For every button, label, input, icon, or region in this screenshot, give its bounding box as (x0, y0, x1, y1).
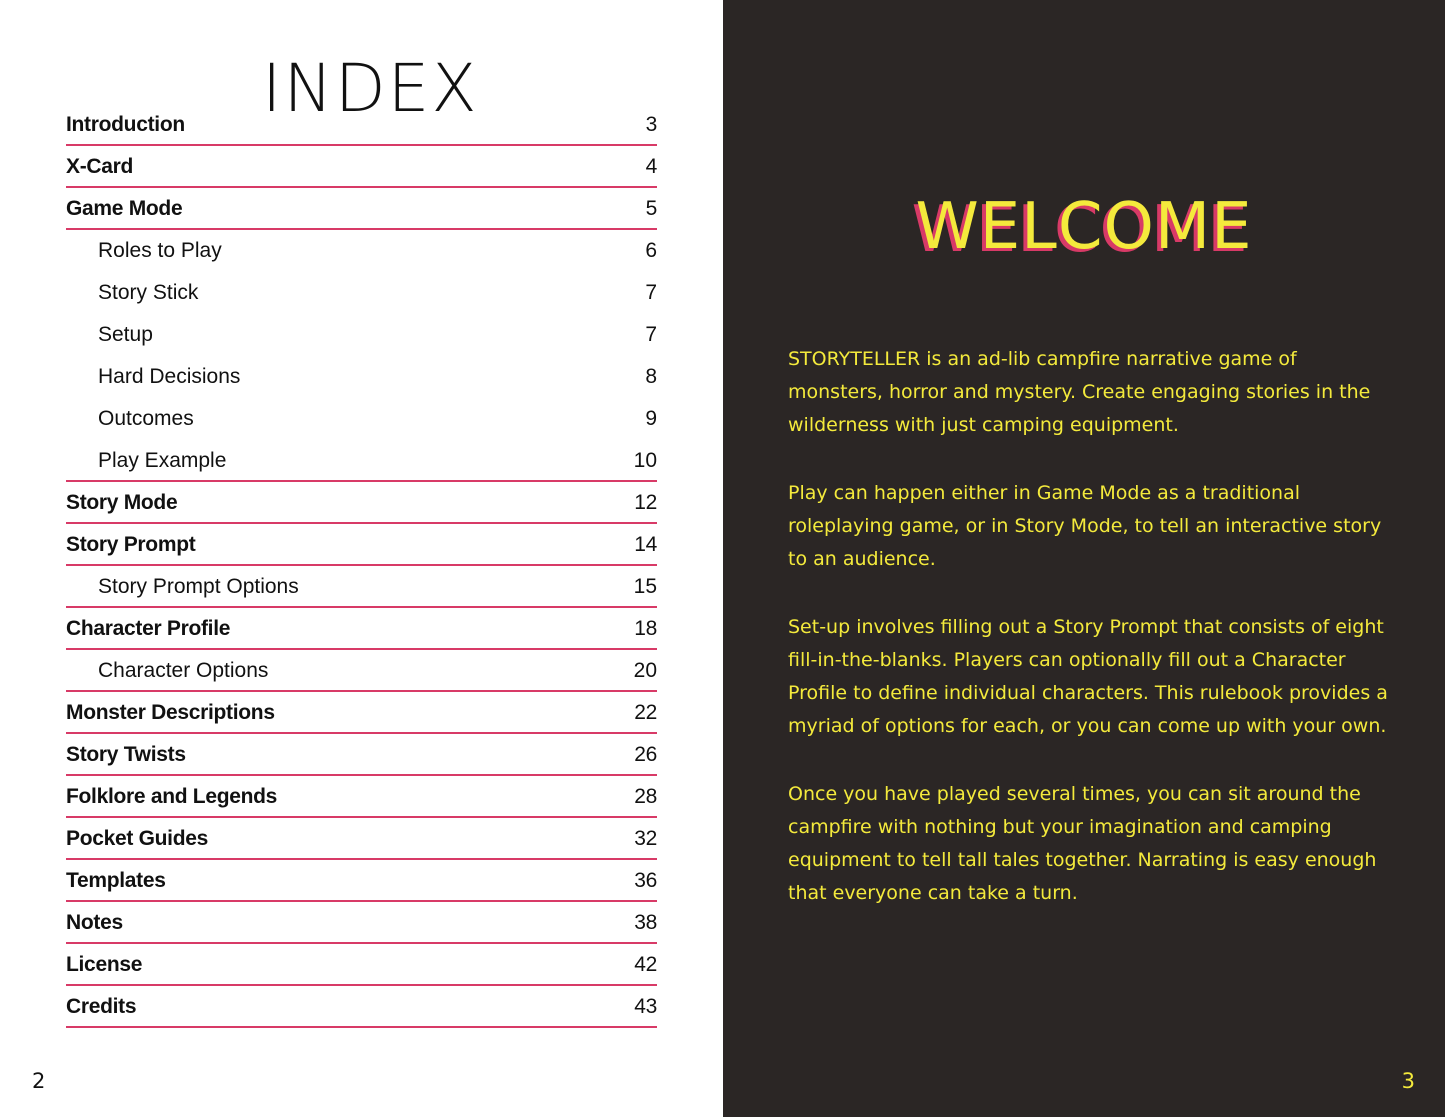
toc-entry-page: 7 (645, 323, 657, 346)
toc-entry-label: Setup (98, 323, 153, 346)
left-page-number: 2 (32, 1069, 46, 1093)
toc-entry (66, 776, 657, 818)
toc-entry (66, 944, 657, 986)
welcome-paragraph: Play can happen either in Game Mode as a traditional roleplaying game, or in Story Mode, to tell an interactive story to an audience. (788, 482, 1382, 570)
toc-entry (66, 272, 657, 314)
toc-entry-page: 15 (633, 575, 657, 598)
toc-entry (66, 146, 657, 188)
toc-entry (66, 440, 657, 482)
toc-entry-page: 4 (645, 155, 657, 178)
toc-entry-label: Outcomes (98, 407, 194, 430)
toc-entry (66, 734, 657, 776)
toc-entry-page: 6 (645, 239, 657, 262)
toc-entry-page: 43 (634, 995, 657, 1018)
toc-entry (66, 692, 657, 734)
toc-entry (66, 188, 657, 230)
toc-entry-label: Folklore and Legends (66, 785, 278, 808)
welcome-title: WELCOME (915, 190, 1253, 264)
toc-entry-label: Credits (66, 995, 137, 1018)
toc-entry (66, 818, 657, 860)
toc-entry (66, 566, 657, 608)
toc-entry (66, 524, 657, 566)
welcome-body (788, 343, 1388, 945)
toc-entry (66, 860, 657, 902)
toc-entry-label: Introduction (66, 113, 185, 136)
toc-entry-label: Story Mode (66, 491, 178, 514)
toc-entry-page: 7 (645, 281, 657, 304)
toc-entry-page: 20 (633, 659, 657, 682)
toc-entry-label: Play Example (98, 449, 227, 472)
toc-entry (66, 986, 657, 1028)
toc-entry (66, 482, 657, 524)
toc-entry-page: 18 (634, 617, 657, 640)
toc-entry-label: Roles to Play (98, 239, 222, 262)
toc-entry-page: 26 (634, 743, 657, 766)
toc-entry-label: Game Mode (66, 197, 183, 220)
toc-entry-page: 36 (634, 869, 657, 892)
right-page-number: 3 (1401, 1069, 1415, 1093)
toc-entry-page: 38 (634, 911, 657, 934)
toc-entry-page: 32 (634, 827, 657, 850)
toc-entry-page: 42 (634, 953, 657, 976)
table-of-contents (66, 104, 657, 1028)
toc-entry-page: 8 (645, 365, 657, 388)
toc-entry-label: Story Twists (66, 743, 186, 766)
toc-entry-label: Monster Descriptions (66, 701, 275, 724)
toc-entry-label: License (66, 953, 143, 976)
toc-entry-label: Story Prompt (66, 533, 196, 556)
welcome-paragraph: Set-up involves filling out a Story Prompt that consists of eight fill-in-the-blanks. Players can optionally fill out a Character Profile to define individual characters. This rulebook provides a myriad of options for each, or you can come up with your own. (788, 616, 1388, 737)
toc-entry-page: 28 (634, 785, 657, 808)
toc-entry-label: Notes (66, 911, 123, 934)
toc-entry-label: Templates (66, 869, 166, 892)
toc-entry (66, 314, 657, 356)
toc-entry-label: Hard Decisions (98, 365, 241, 388)
toc-entry (66, 608, 657, 650)
toc-entry-page: 12 (634, 491, 657, 514)
toc-entry-label: Character Options (98, 659, 269, 682)
toc-entry-page: 9 (645, 407, 657, 430)
toc-entry-label: X-Card (66, 155, 134, 178)
right-page (723, 0, 1445, 1117)
toc-entry (66, 902, 657, 944)
toc-entry-page: 10 (633, 449, 657, 472)
toc-entry-label: Story Prompt Options (98, 575, 299, 598)
toc-entry-label: Story Stick (98, 281, 199, 304)
toc-entry-page: 22 (634, 701, 657, 724)
toc-entry (66, 230, 657, 272)
toc-entry-page: 3 (645, 113, 657, 136)
index-title: INDEX (262, 50, 479, 127)
toc-entry-page: 14 (634, 533, 657, 556)
welcome-paragraph: Once you have played several times, you can sit around the campfire with nothing but your imagination and camping equipment to tell tall tales together. Narrating is easy enough that everyone can take a turn. (788, 783, 1377, 904)
welcome-paragraph: STORYTELLER is an ad-lib campfire narrative game of monsters, horror and mystery. Create engaging stories in the wilderness with just camping equipment. (788, 348, 1371, 436)
toc-entry (66, 650, 657, 692)
toc-entry (66, 356, 657, 398)
toc-entry-page: 5 (645, 197, 657, 220)
toc-entry (66, 398, 657, 440)
toc-entry-label: Character Profile (66, 617, 231, 640)
toc-entry-label: Pocket Guides (66, 827, 208, 850)
